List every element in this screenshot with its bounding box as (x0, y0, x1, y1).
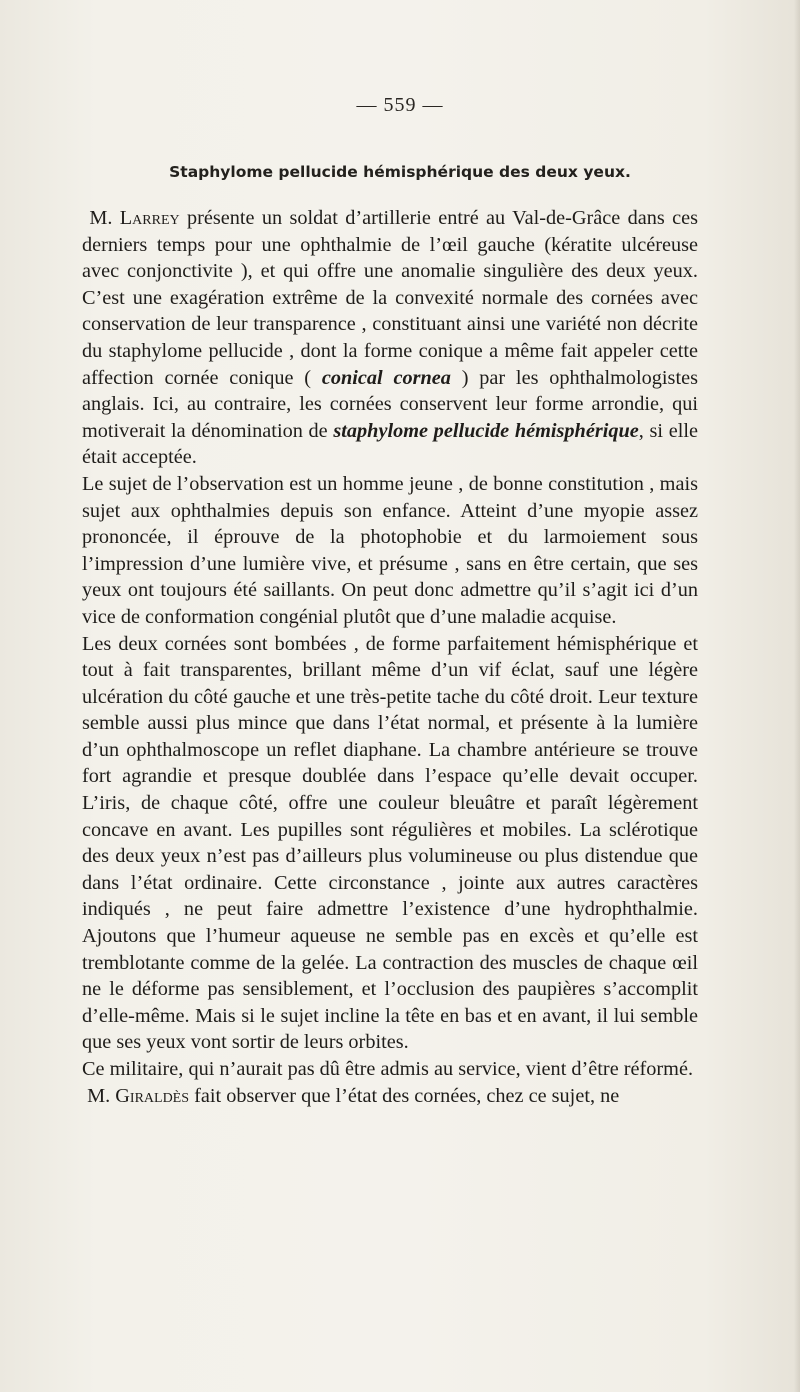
paragraph-1-text-c: , si elle était acceptée. (82, 419, 698, 469)
paragraph-4: Ce militaire, qui n’aurait pas dû être admis au service, vient d’être réformé. (82, 1058, 694, 1080)
paragraph-1-text-b: ) par les ophthalmologistes anglais. Ici, au contraire, les cornées conservent leur forme arrondie, qui motiverait la dénomination de (82, 366, 698, 442)
emphasis-staphylome-term: staphylome pellucide hémisphérique (333, 419, 639, 442)
paragraph-1 (82, 205, 698, 471)
paragraph-1-lead: M. (89, 207, 120, 229)
paragraph-3: Les deux cornées sont bombées , de forme parfaitement hémisphérique et tout à fait transparentes, brillant même d’un vif éclat, sauf une légère ulcération du côté gauche et une très-petite tache du côté droit. Leur texture semble aussi plus mince que dans l’état normal, et présente à la lumière d’un ophthalmoscope un reflet diaphane. La chambre antérieure se trouve fort agrandie et presque doublée dans l’espace qu’elle devait occuper. L’iris, de chaque côté, offre une couleur bleuâtre et paraît légèrement concave en avant. Les pupilles sont régulières et mobiles. La sclérotique des deux yeux n’est pas d’ailleurs plus volumineuse ou plus distendue que dans l’état ordinaire. Cette circonstance , jointe aux autres caractères indiqués , ne peut faire admettre l’existence d’une hydrophthalmie. Ajoutons que l’humeur aqueuse ne semble pas en excès et qu’elle est tremblotante comme de la gelée. La contraction des muscles de chaque œil ne le déforme pas sensiblement, et l’occlusion des paupières s’accomplit d’elle-même. Mais si le sujet incline la tête en bas et en avant, il lui semble que ses yeux vont sortir de leurs orbites. (82, 632, 698, 1054)
paragraph-5-lead: M. (87, 1084, 116, 1107)
section-title: Staphylome pellucide hémisphérique des deux yeux. (169, 163, 631, 181)
paragraph-5 (82, 1083, 698, 1110)
page-edge-shadow (794, 0, 800, 1392)
paragraph-2: Le sujet de l’observation est un homme jeune , de bonne constitution , mais sujet aux ophthalmies depuis son enfance. Atteint d’une myopie assez prononcée, il éprouve de la photophobie et du larmoiement sous l’impression d’une lumière vive, et présume , sans en être certain, que ses yeux ont toujours été saillants. On peut donc admettre qu’il s’agit ici d’un vice de conformation congénial plutôt que d’une maladie acquise. (82, 472, 698, 628)
paragraph-5-text: fait observer que l’état des cornées, chez ce sujet, ne (189, 1084, 620, 1107)
paragraph-1-text-a: présente un soldat d’artillerie entré au Val-de-Grâce dans ces derniers temps pour une ophthalmie de l’œil gauche (kératite ulcéreuse avec conjonctivite ), et qui offre une anomalie singulière des deux yeux. C’est une exagération extrême de la convexité normale des cornées avec conservation de leur transparence , constituant ainsi une variété non décrite du staphylome pellucide , dont la forme conique a même fait appeler cette affection cornée conique ( (82, 207, 698, 389)
page-number: — 559 — (356, 94, 444, 116)
emphasis-conical-cornea: conical cornea (321, 366, 451, 389)
body-text (82, 205, 698, 1109)
author-name-larrey: Larrey (119, 207, 180, 229)
author-name-giraldes: Giraldès (115, 1084, 190, 1107)
